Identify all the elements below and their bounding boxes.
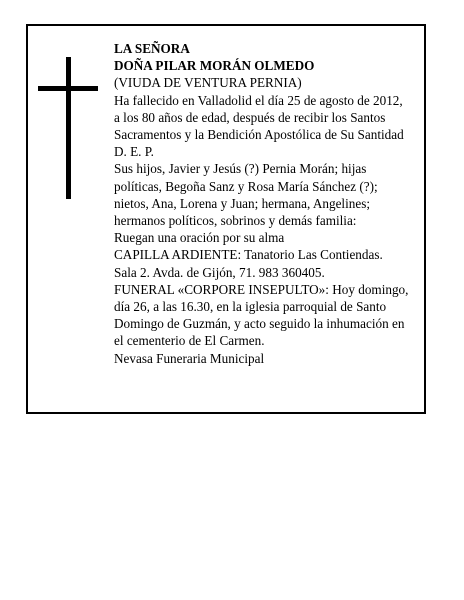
- cross-vertical-bar: [66, 57, 71, 199]
- notice-line: Domingo de Guzmán, y acto seguido la inhumación en: [114, 316, 405, 332]
- notice-line: Sus hijos, Javier y Jesús (?) Pernia Morán; hijas: [114, 161, 367, 177]
- obituary-notice: [26, 24, 426, 414]
- notice-line: a los 80 años de edad, después de recibir los Santos: [114, 109, 386, 125]
- notice-line: Ruegan una oración por su alma: [114, 230, 285, 246]
- deceased-name: DOÑA PILAR MORÁN OLMEDO: [114, 58, 315, 74]
- notice-line: día 26, a las 16.30, en la iglesia parroquial de Santo: [114, 299, 387, 315]
- notice-line: CAPILLA ARDIENTE: Tanatorio Las Contiendas.: [114, 247, 383, 263]
- notice-line: nietos, Ana, Lorena y Juan; hermana, Angelines;: [114, 195, 370, 211]
- notice-line: hermanos políticos, sobrinos y demás familia:: [114, 213, 357, 229]
- notice-line: el cementerio de El Carmen.: [114, 333, 265, 349]
- funeral-home-line: Nevasa Funeraria Municipal: [114, 350, 265, 366]
- widow-of-line: (VIUDA DE VENTURA PERNIA): [114, 75, 302, 91]
- notice-line: Ha fallecido en Valladolid el día 25 de agosto de 2012,: [114, 92, 403, 108]
- cross-horizontal-bar: [38, 86, 98, 91]
- notice-heading: LA SEÑORA: [114, 41, 190, 56]
- rip-line: D. E. P.: [114, 144, 154, 160]
- notice-line: políticas, Begoña Sanz y Rosa María Sánchez (?);: [114, 178, 378, 194]
- notice-line: Sacramentos y la Bendición Apostólica de Su Santidad: [114, 127, 404, 143]
- notice-text: [114, 40, 426, 367]
- notice-line: FUNERAL «CORPORE INSEPULTO»: Hoy domingo,: [114, 281, 409, 297]
- notice-line: Sala 2. Avda. de Gijón, 71. 983 360405.: [114, 264, 325, 280]
